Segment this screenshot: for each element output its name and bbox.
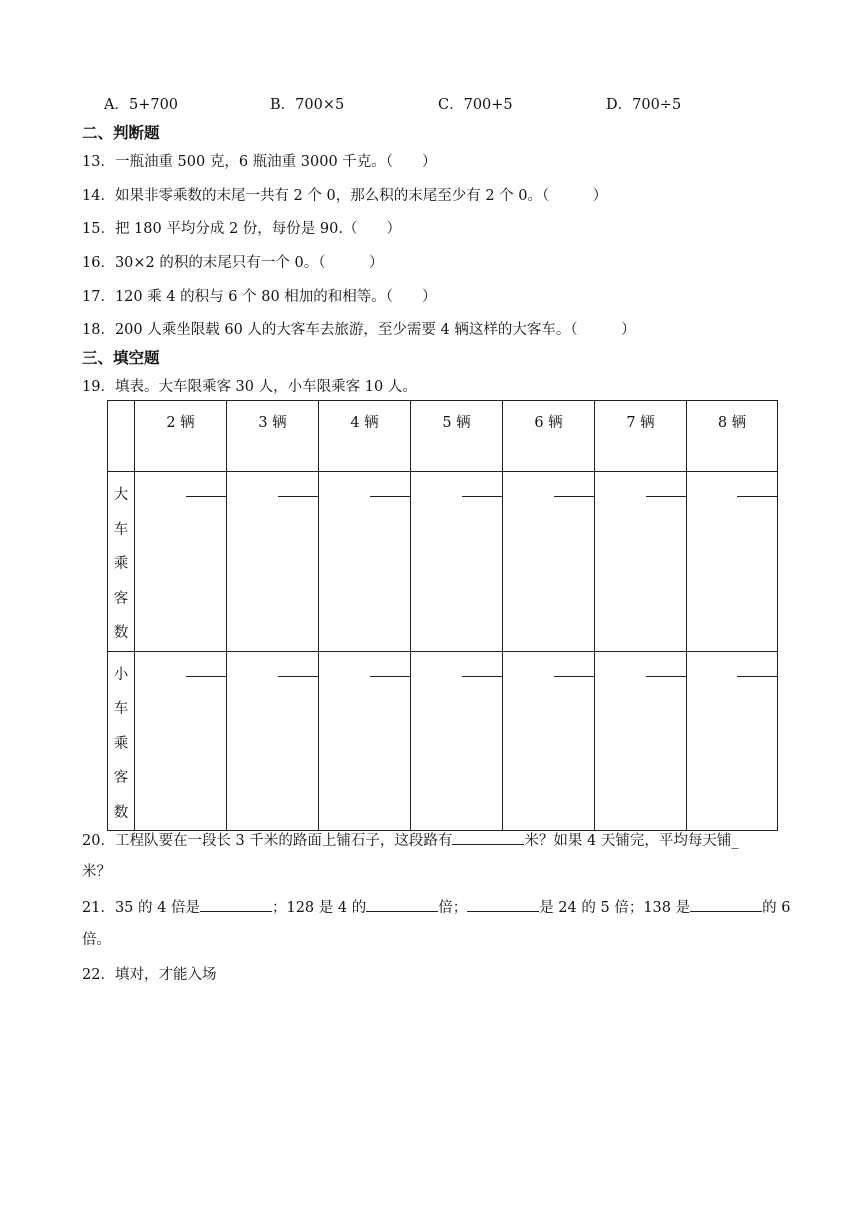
- question-17: 17．120 乘 4 的积与 6 个 80 相加的和相等。（ ）: [82, 289, 437, 305]
- table-corner-cell: [108, 401, 135, 472]
- answer-blank[interactable]: [411, 472, 503, 652]
- answer-blank[interactable]: [452, 830, 524, 845]
- column-header: 3 辆: [227, 401, 319, 472]
- table-row-large-car: [108, 472, 778, 652]
- question-13: 13．一瓶油重 500 克，6 瓶油重 3000 千克。（ ）: [82, 154, 437, 170]
- table-row-small-car: [108, 651, 778, 831]
- answer-blank[interactable]: [503, 651, 595, 831]
- answer-blank[interactable]: [227, 651, 319, 831]
- answer-blank[interactable]: [319, 472, 411, 652]
- answer-blank[interactable]: [135, 472, 227, 652]
- choice-c: C．700+5: [438, 97, 513, 113]
- row-label-large-car: 大 车 乘 客 数: [108, 472, 135, 652]
- answer-blank[interactable]: [503, 472, 595, 652]
- section-heading-judgement: 二、判断题: [82, 124, 160, 142]
- question-21-continued: 倍。: [82, 932, 111, 948]
- answer-blank[interactable]: [467, 897, 539, 912]
- column-header: 5 辆: [411, 401, 503, 472]
- column-header: 6 辆: [503, 401, 595, 472]
- answer-blank[interactable]: [227, 472, 319, 652]
- answer-blank[interactable]: [687, 651, 778, 831]
- question-21: 21．35 的 4 倍是 ；128 是 4 的 倍； 是 24 的 5 倍；138 是 的 6: [82, 896, 790, 917]
- passenger-table: [107, 400, 778, 831]
- answer-blank[interactable]: [595, 472, 687, 652]
- answer-blank[interactable]: [319, 651, 411, 831]
- choice-a: A．5+700: [104, 97, 179, 113]
- column-header: 8 辆: [687, 401, 778, 472]
- answer-blank[interactable]: [411, 651, 503, 831]
- table-header-row: [108, 401, 778, 472]
- answer-blank[interactable]: [366, 897, 438, 912]
- question-20: 20．工程队要在一段长 3 千米的路面上铺石子，这段路有 米？如果 4 天铺完，平均每天铺_: [82, 829, 739, 850]
- question-19: 19．填表。大车限乘客 30 人，小车限乘客 10 人。: [82, 379, 417, 395]
- choice-b: B．700×5: [270, 97, 345, 113]
- question-18: 18．200 人乘坐限载 60 人的大客车去旅游，至少需要 4 辆这样的大客车。（ ）: [82, 322, 636, 338]
- question-14: 14．如果非零乘数的末尾一共有 2 个 0，那么积的末尾至少有 2 个 0。（ ）: [82, 188, 608, 204]
- column-header: 4 辆: [319, 401, 411, 472]
- answer-blank[interactable]: [200, 897, 272, 912]
- section-heading-fill-blank: 三、填空题: [82, 349, 160, 367]
- question-22: 22．填对，才能入场: [82, 967, 217, 983]
- question-15: 15．把 180 平均分成 2 份，每份是 90.（ ）: [82, 221, 401, 237]
- answer-blank[interactable]: [687, 472, 778, 652]
- answer-blank[interactable]: [595, 651, 687, 831]
- choice-d: D．700÷5: [606, 97, 682, 113]
- column-header: 2 辆: [135, 401, 227, 472]
- answer-blank[interactable]: [135, 651, 227, 831]
- question-16: 16．30×2 的积的末尾只有一个 0。（ ）: [82, 255, 384, 271]
- question-20-continued: 米？: [82, 864, 111, 880]
- column-header: 7 辆: [595, 401, 687, 472]
- row-label-small-car: 小 车 乘 客 数: [108, 651, 135, 831]
- answer-blank[interactable]: [690, 897, 762, 912]
